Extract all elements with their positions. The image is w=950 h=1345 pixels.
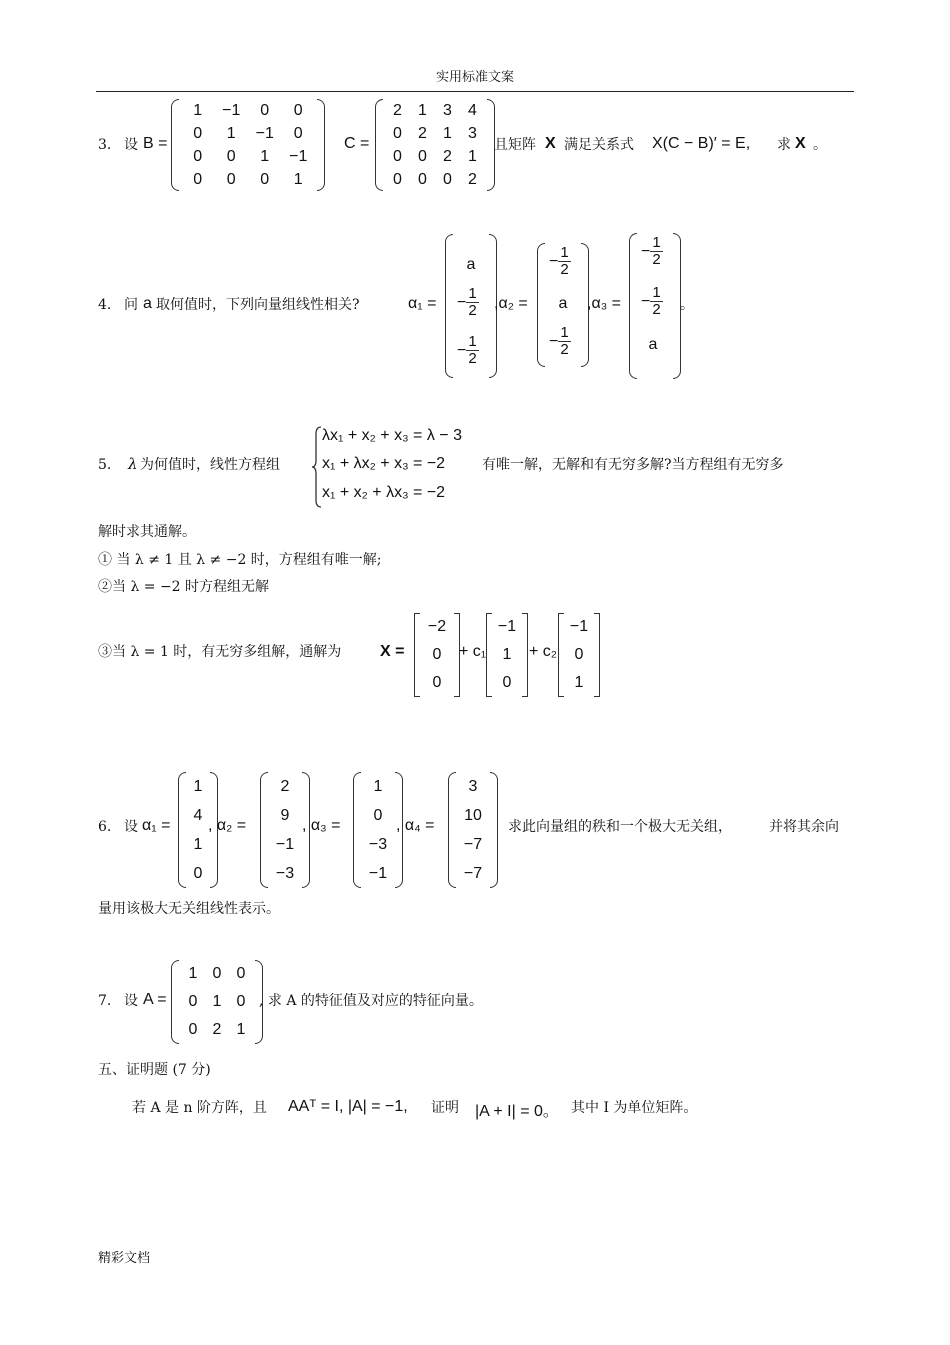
plus-c1: + c₁ [459, 643, 487, 660]
q6-text-a: 求此向量组的秩和一个极大无关组， [508, 819, 732, 835]
section-5-body-a: 若 A 是 n 阶方阵，且 [132, 1100, 267, 1116]
q7-text: , 求 A 的特征值及对应的特征向量。 [259, 993, 483, 1009]
q6-text-b: 并将其余向 [769, 819, 839, 835]
q5-lambda: λ [128, 455, 138, 473]
q3-x-symbol-2: X [795, 135, 806, 152]
q6-alpha1-label: α₁ = [142, 817, 171, 834]
vector-alpha2: − $\frac{1}{2}$ a − $\frac{1}{2}$ [547, 243, 579, 367]
q3-end: 。 [813, 137, 827, 153]
q5-answer-2: ②当 λ = −2 时方程组无解 [98, 579, 270, 595]
vector-alpha3: − $\frac{1}{2}$ − $\frac{1}{2}$ a [639, 233, 671, 379]
q7-lead: 设 [124, 993, 138, 1009]
vector-alpha1: a − $\frac{1}{2}$ − $\frac{1}{2}$ [455, 234, 487, 378]
q6-vector-alpha2: 2 9 −1 −3 [270, 772, 300, 888]
equation-1: λx₁ + x₂ + x₃ = λ − 3 [322, 427, 462, 444]
q6-vector-alpha4: 3 10 −7 −7 [458, 772, 488, 888]
q3-number: 3. [98, 137, 112, 153]
general-solution-label: X = [380, 643, 405, 660]
q5-answer-1: ① 当 λ ≠ 1 且 λ ≠ −2 时，方程组有唯一解; [98, 552, 382, 568]
q6-alpha4-label: , α₄ = [396, 817, 435, 834]
vector-basis-1: −1 1 0 [494, 613, 520, 697]
vector-particular: −2 0 0 [422, 613, 452, 697]
q4-number: 4. [98, 297, 112, 313]
section-5-body-c: 其中 I 为单位矩阵。 [571, 1100, 698, 1116]
q3-tail-a: 且矩阵 [494, 137, 536, 153]
q6-alpha3-label: , α₃ = [302, 817, 341, 834]
q4-alpha1-label: α₁ = [408, 295, 437, 312]
matrix-b: 1 −1 0 0 0 1 −1 0 0 0 1 −1 0 0 0 1 [181, 99, 315, 191]
q5-answer-3: ③当 λ = 1 时，有无穷多组解，通解为 [98, 644, 342, 660]
q4-alpha3-label: ,α₃ = [587, 295, 621, 312]
q3-tail-b: 满足关系式 [564, 137, 634, 153]
q7-number: 7. [98, 993, 112, 1009]
q6-vector-alpha1: 1 4 1 0 [188, 772, 208, 888]
q3-b-label: B = [143, 135, 168, 152]
q4-text-b: 取何值时，下列向量组线性相关? [156, 297, 360, 313]
section-5-title: 五、证明题 (7 分) [98, 1062, 211, 1078]
q6-vector-alpha3: 1 0 −3 −1 [363, 772, 393, 888]
equation-2: x₁ + λx₂ + x₃ = −2 [322, 455, 446, 472]
matrix-a: 1 0 0 0 1 0 0 2 1 [181, 960, 253, 1044]
q5-text-b: 有唯一解，无解和有无穷多解?当方程组有无穷多 [482, 457, 784, 473]
section-5-claim: |A + I| = 0。 [475, 1103, 559, 1120]
matrix-c: 2 1 3 4 0 2 1 3 0 0 2 1 0 0 0 2 [385, 99, 485, 191]
q3-lead: 设 [124, 137, 138, 153]
header-rule [96, 91, 854, 92]
q6-number: 6. [98, 819, 112, 835]
q5-text-a: 为何值时，线性方程组 [140, 457, 280, 473]
vector-basis-2: −1 0 1 [566, 613, 592, 697]
q4-alpha2-label: ,α₂ = [494, 295, 528, 312]
q4-end: 。 [680, 297, 694, 313]
q3-c-label: C = [344, 135, 370, 152]
q5-number: 5. [98, 457, 112, 473]
q3-x-symbol: X [545, 135, 556, 152]
q6-lead: 设 [124, 819, 138, 835]
q4-text-a: 问 [124, 297, 138, 313]
q6-alpha2-label: , α₂ = [208, 817, 247, 834]
section-5-body-b: 证明 [431, 1100, 459, 1116]
q4-a-symbol: a [143, 295, 152, 312]
q3-relation: X(C − B)′ = E, [652, 135, 751, 152]
q6-text-c: 量用该极大无关组线性表示。 [98, 901, 280, 917]
equation-3: x₁ + x₂ + λx₃ = −2 [322, 484, 446, 501]
q5-text-c: 解时求其通解。 [98, 524, 196, 540]
page-footer: 精彩文档 [98, 1251, 151, 1266]
plus-c2: + c₂ [529, 643, 557, 660]
system-brace [312, 426, 320, 508]
q3-tail-c: 求 [777, 137, 791, 153]
page-header: 实用标准文案 [435, 70, 514, 85]
section-5-condition: AAᵀ = I, |A| = −1, [288, 1098, 408, 1115]
q7-a-label: A = [143, 991, 167, 1008]
